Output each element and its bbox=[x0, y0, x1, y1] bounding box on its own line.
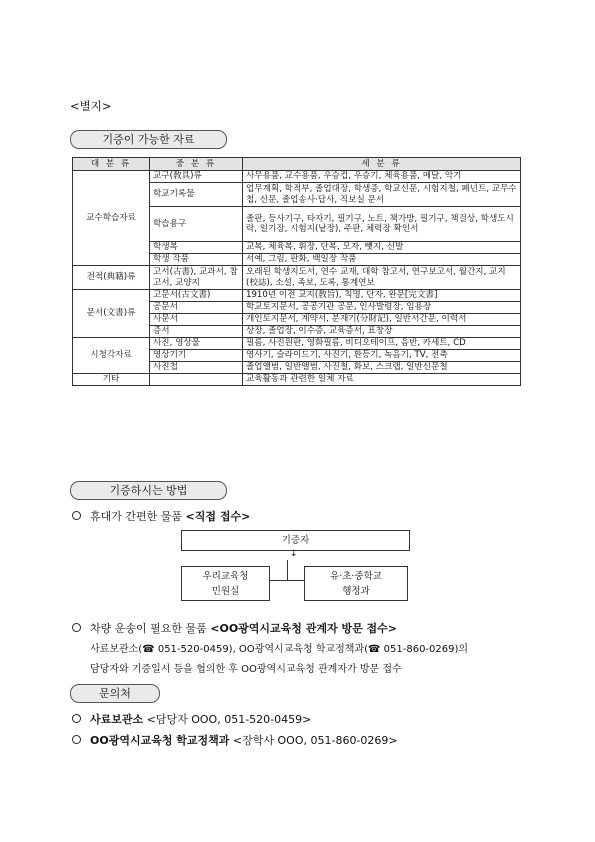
flow-office-box bbox=[181, 566, 270, 601]
detail-cell: 영사기, 슬라이드기, 사진기, 환등기, 녹음기, TV, 전축 bbox=[243, 350, 521, 362]
mid-cell: 사문서 bbox=[150, 314, 243, 326]
visit-detail-line: 담당자와 기증일시 등을 협의한 후 OO광역시교육청 관계자가 방문 접수 bbox=[90, 664, 402, 675]
contact-item bbox=[72, 732, 398, 748]
detail-cell: 필름, 사진원판, 영화필름, 비디오테이프, 음반, 카세트, CD bbox=[243, 338, 521, 350]
header-detail: 세 분 류 bbox=[243, 158, 521, 171]
contact-org: 사료보관소 bbox=[90, 713, 144, 726]
mid-cell: 고문서(古文書) bbox=[150, 290, 243, 302]
method-item-text: 차량 운송이 필요한 물품 bbox=[90, 622, 207, 635]
flow-office-line2: 민원실 bbox=[211, 586, 240, 597]
method-item-bold: <직접 접수> bbox=[185, 510, 251, 523]
donation-items-table bbox=[72, 157, 521, 386]
flow-school-box bbox=[304, 566, 408, 601]
table-row bbox=[73, 374, 521, 386]
detail-cell: 상장, 졸업장, 이수증, 교육증서, 표창장 bbox=[243, 326, 521, 338]
detail-cell: 교복, 체육복, 휘장, 단복, 모자, 뺏지, 신발 bbox=[243, 242, 521, 254]
mid-cell: 고서(古書), 교과서, 참고서, 교양지 bbox=[150, 266, 243, 290]
mid-cell bbox=[150, 374, 243, 386]
detail-cell: 졸업앨범, 일반앨범, 사진철, 화보, 스크랩, 일반신문철 bbox=[243, 362, 521, 374]
flow-connector bbox=[287, 560, 288, 580]
method-item-text: 휴대가 간편한 물품 bbox=[90, 510, 183, 523]
table-header-row bbox=[73, 158, 521, 171]
header-major: 대 분 류 bbox=[73, 158, 150, 171]
mid-cell: 공문서 bbox=[150, 302, 243, 314]
mid-cell: 교구(敎具)류 bbox=[150, 171, 243, 183]
mid-cell: 영상기기 bbox=[150, 350, 243, 362]
detail-cell: 사무용품, 교수용품, 우승컵, 우승기, 체육용품, 메달, 악기 bbox=[243, 171, 521, 183]
mid-cell: 증서 bbox=[150, 326, 243, 338]
mid-cell: 사진, 영상물 bbox=[150, 338, 243, 350]
mid-cell: 학습용구 bbox=[150, 207, 243, 242]
method-item-visit bbox=[72, 620, 397, 636]
contact-org: OO광역시교육청 학교정책과 bbox=[90, 734, 230, 747]
flow-office-line1: 우리교육청 bbox=[202, 571, 249, 582]
section-title-method: 기증하시는 방법 bbox=[70, 481, 227, 500]
major-cell: 기타 bbox=[73, 374, 150, 386]
major-cell: 교수학습자료 bbox=[73, 171, 150, 266]
annex-label: <별지> bbox=[70, 99, 112, 113]
section-title-donatable: 기증이 가능한 자료 bbox=[70, 130, 227, 149]
circle-bullet-icon bbox=[72, 623, 81, 632]
detail-cell: 1910년 이전 교지(敎旨), 칙명, 단자, 완문[完文書] bbox=[243, 290, 521, 302]
flow-school-line1: 유·초·중학교 bbox=[330, 571, 382, 582]
flow-donor-box: 기증자 bbox=[181, 530, 410, 551]
contact-detail: <담당자 OOO, 051-520-0459> bbox=[143, 713, 312, 726]
detail-cell: 교육활동과 관련한 일체 자료 bbox=[243, 374, 521, 386]
contact-detail: <장학사 OOO, 051-860-0269> bbox=[229, 734, 398, 747]
mid-cell: 학교기록물 bbox=[150, 183, 243, 207]
flow-arrow-icon: ↓ bbox=[290, 549, 298, 559]
method-item-direct bbox=[72, 508, 250, 524]
table-row bbox=[73, 266, 521, 290]
major-cell: 시청각자료 bbox=[73, 338, 150, 374]
major-cell: 전적(典籍)류 bbox=[73, 266, 150, 290]
mid-cell: 사진첩 bbox=[150, 362, 243, 374]
mid-cell: 학생복 bbox=[150, 242, 243, 254]
major-cell: 문서(文書)류 bbox=[73, 290, 150, 338]
flow-connector bbox=[270, 580, 304, 581]
contact-item bbox=[72, 711, 311, 727]
detail-cell: 오래된 학생지도서, 연수 교재, 대학 참고서, 연구보고서, 월간지, 교지(校誌), 소설, 족보, 도록, 통계연보 bbox=[243, 266, 521, 290]
method-item-bold: <OO광역시교육청 관계자 방문 접수> bbox=[210, 622, 398, 635]
detail-cell: 업무계획, 학적부, 졸업대장, 학생증, 학교신문, 시험지철, 페넌트, 교무수첩, 신문, 졸업송사·답사, 직보실 문서 bbox=[243, 183, 521, 207]
circle-bullet-icon bbox=[72, 735, 81, 744]
detail-cell: 서예, 그림, 판화, 백일장 작품 bbox=[243, 254, 521, 266]
flow-school-line2: 행정과 bbox=[342, 586, 370, 597]
header-mid: 중 분 류 bbox=[150, 158, 243, 171]
visit-detail-line: 사료보관소(☎ 051-520-0459), OO광역시교육청 학교정책과(☎ 051-860-0269)의 bbox=[90, 644, 469, 655]
section-title-contact: 문의처 bbox=[70, 684, 160, 703]
detail-cell: 졸판, 등사기구, 타자기, 필기구, 노트, 책가방, 필기구, 책걸상, 학생도시락, 일기장, 시험지(낱장), 주판, 체력장 확인서 bbox=[243, 207, 521, 242]
table-row bbox=[73, 338, 521, 350]
detail-cell: 학교토지문서, 공공기관 공문, 인사발령장, 임용장 bbox=[243, 302, 521, 314]
table-row bbox=[73, 171, 521, 183]
mid-cell: 학생 작품 bbox=[150, 254, 243, 266]
detail-cell: 개인토지문서, 계약서, 분재기(分財記), 일반서간문, 이력서 bbox=[243, 314, 521, 326]
circle-bullet-icon bbox=[72, 714, 81, 723]
circle-bullet-icon bbox=[72, 511, 81, 520]
table-row bbox=[73, 290, 521, 302]
